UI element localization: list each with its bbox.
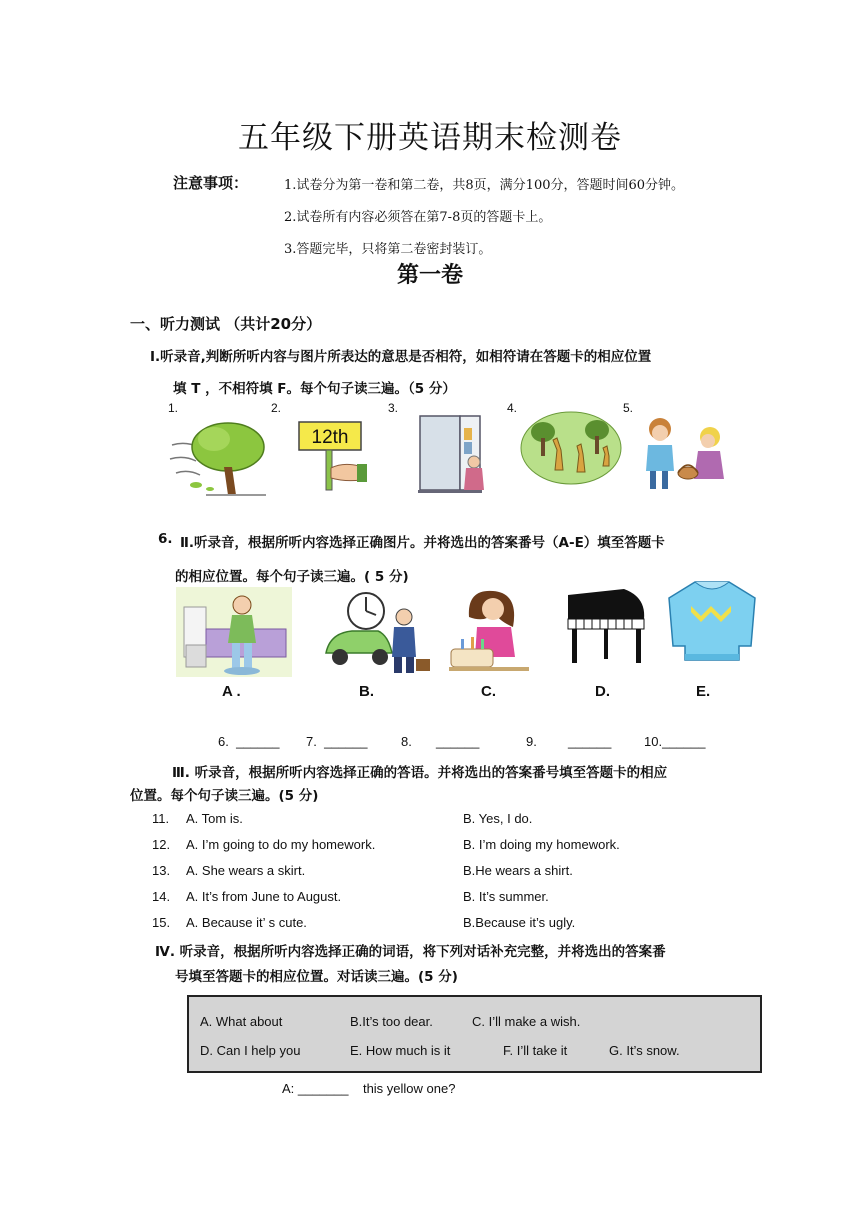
pic-number-1: 1.: [168, 401, 179, 415]
option-b: B. I’m doing my homework.: [463, 837, 620, 852]
option-a: A. Because it’ s cute.: [186, 915, 307, 930]
option-letter-e: E.: [696, 683, 711, 700]
answer-blank-6: 6. ______: [218, 734, 280, 749]
word-option-b: B.It’s too dear.: [350, 1014, 433, 1029]
option-a: A. Tom is.: [186, 811, 243, 826]
piano-picture: [564, 585, 650, 669]
option-letter-a: A .: [222, 683, 241, 700]
12th-sign-picture: [297, 420, 369, 492]
option-letter-b: B.: [359, 683, 374, 700]
part3-instruction-line1: Ⅲ. 听录音，根据所听内容选择正确的答语。并将选出的答案番号填至答题卡的相应: [172, 765, 668, 781]
sick-boy-picture: [176, 587, 292, 677]
birthday-cake-picture: [449, 587, 529, 675]
word-option-d: D. Can I help you: [200, 1043, 301, 1058]
windy-tree-picture: [166, 415, 270, 497]
section-heading: 一、听力测试 （共计20分）: [130, 315, 322, 333]
answer-blank-10: 10.______: [644, 734, 706, 749]
answer-number-9: 9.: [526, 734, 537, 749]
part4-instruction-line1: Ⅳ. 听录音，根据所听内容选择正确的词语，将下列对话补充完整，并将选出的答案番: [155, 944, 666, 960]
question-number: 14.: [152, 889, 171, 904]
sweater-picture: [665, 576, 759, 662]
sign-text: 12th: [311, 427, 349, 448]
option-b: B. Yes, I do.: [463, 811, 533, 826]
question-number: 11.: [152, 811, 170, 826]
option-a: A. She wears a skirt.: [186, 863, 306, 878]
question-number: 12.: [152, 837, 171, 852]
note-item-3: 3.答题完毕，只将第二卷密封装订。: [284, 242, 492, 257]
notes-label: 注意事项：: [173, 174, 249, 192]
option-b: B.He wears a shirt.: [463, 863, 573, 878]
answer-blank-7: 7. ______: [306, 734, 368, 749]
part2-instruction-line1: Ⅱ.听录音，根据所听内容选择正确图片。并将选出的答案番号（A-E）填至答题卡: [180, 535, 665, 551]
word-option-a: A. What about: [200, 1014, 283, 1029]
pic-number-4: 4.: [507, 401, 518, 415]
word-option-f: F. I’ll take it: [503, 1043, 568, 1058]
option-b: B.Because it’s ugly.: [463, 915, 576, 930]
part4-instruction-line2: 号填至答题卡的相应位置。对话读三遍。(5 分): [175, 969, 458, 985]
option-b: B. It’s summer.: [463, 889, 549, 904]
option-a: A. It’s from June to August.: [186, 889, 342, 904]
page-title: 五年级下册英语期末检测卷: [238, 120, 622, 156]
answer-blank-9: ______: [568, 734, 612, 749]
question-number: 15.: [152, 915, 171, 930]
giraffes-picture: [519, 410, 623, 486]
word-option-e: E. How much is it: [350, 1043, 451, 1058]
pic-number-3: 3.: [388, 401, 399, 415]
part1-instruction-line2: 填 T ，不相符填 F。每个句子读三遍。（5 分）: [173, 381, 456, 397]
gift-basket-picture: [636, 415, 732, 493]
car-repair-picture: [322, 591, 432, 677]
note-item-1: 1.试卷分为第一卷和第二卷，共8页，满分100分，答题时间60分钟。: [284, 178, 685, 193]
question-number: 13.: [152, 863, 171, 878]
option-a: A. I’m going to do my homework.: [186, 837, 376, 852]
option-letter-c: C.: [481, 683, 496, 700]
volume-heading: 第一卷: [396, 263, 463, 288]
wardrobe-picture: [414, 410, 488, 496]
option-letter-d: D.: [595, 683, 610, 700]
pic-number-2: 2.: [271, 401, 282, 415]
part2-number: 6.: [158, 531, 173, 547]
part2-instruction-line2: 的相应位置。每个句子读三遍。( 5 分): [175, 569, 409, 585]
word-option-g: G. It’s snow.: [609, 1043, 680, 1058]
answer-blank-8: ______: [436, 734, 480, 749]
note-item-2: 2.试卷所有内容必须答在第7-8页的答题卡上。: [284, 210, 552, 225]
answer-number-8: 8.: [401, 734, 412, 749]
pic-number-5: 5.: [623, 401, 634, 415]
dialog-line: A: _______ this yellow one?: [282, 1081, 456, 1096]
part1-instruction-line1: Ⅰ.听录音,判断所听内容与图片所表达的意思是否相符，如相符请在答题卡的相应位置: [150, 349, 652, 365]
word-bank-box: [187, 995, 762, 1073]
word-option-c: C. I’ll make a wish.: [472, 1014, 581, 1029]
part3-instruction-line2: 位置。每个句子读三遍。(5 分): [130, 788, 319, 804]
